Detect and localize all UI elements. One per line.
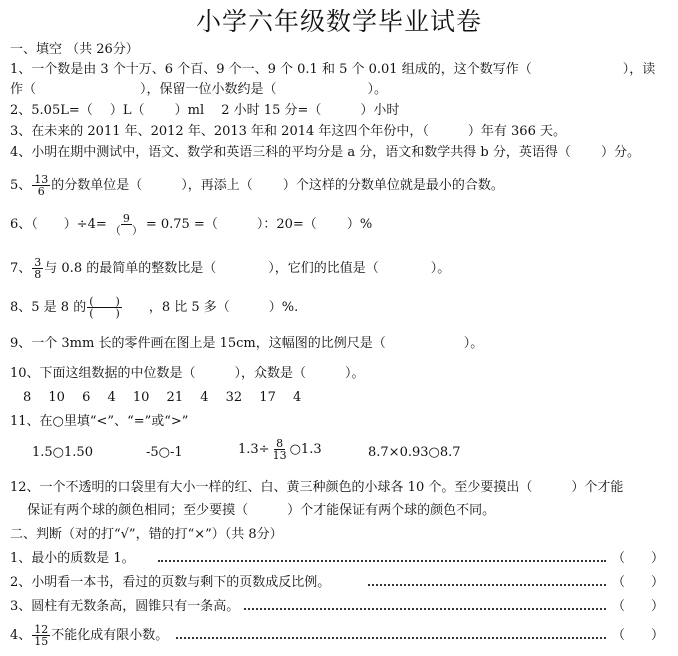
fraction-denominator: （ ） <box>109 224 143 237</box>
leader-dots <box>158 560 606 562</box>
question-5-text: 的分数单位是（ ），再添上（ ）个这样的分数单位就是最小的合数。 <box>51 178 504 193</box>
judgment-4-prefix: 4、 <box>10 628 32 643</box>
question-11-item-b: -5○-1 <box>146 445 183 460</box>
fraction-denominator: 8 <box>34 268 42 281</box>
question-5-fraction <box>32 174 50 197</box>
item-c-prefix: 1.3÷ <box>238 442 270 457</box>
question-7-text: 与 0.8 的最简单的整数比是（ ），它们的比值是（ ）。 <box>44 261 451 276</box>
question-6-prefix: 6、（ ）÷4= <box>10 217 107 232</box>
question-11-item-d: 8.7×0.93○8.7 <box>368 445 461 460</box>
fraction-numerator: 13 <box>34 173 49 186</box>
question-8-fraction <box>87 296 122 319</box>
answer-blank: （ ） <box>612 599 665 614</box>
answer-blank: （ ） <box>612 551 665 566</box>
question-2: 2、5.05L=（ ）L（ ）ml 2 小时 15 分=（ ）小时 <box>10 103 400 118</box>
fraction-numerator: 3 <box>34 256 42 269</box>
fraction-numerator: 8 <box>276 437 284 450</box>
question-9: 9、一个 3mm 长的零件画在图上是 15cm，这幅图的比例尺是（ ）。 <box>10 336 484 351</box>
question-10: 10、下面这组数据的中位数是（ ），众数是（ ）。 <box>10 366 365 381</box>
judgment-1: 1、最小的质数是 1。 <box>10 551 135 566</box>
fraction-denominator: ( ) <box>89 307 120 320</box>
question-8-text: ，8 比 5 多（ ）%. <box>122 300 299 315</box>
judgment-2: 2、小明看一本书，看过的页数与剩下的页数成反比例。 <box>10 575 331 590</box>
question-11-item-c <box>238 438 322 461</box>
question-6 <box>10 213 372 236</box>
judgment-4 <box>10 624 168 647</box>
judgment-4-text: 不能化成有限小数。 <box>51 628 169 643</box>
section-1-header: 一、填空 （共 26分） <box>10 42 139 57</box>
question-1-line-1: 1、一个数是由 3 个十万、6 个百、9 个一、9 个 0.1 和 5 个 0.01 组成的，这个数写作（ ），读 <box>10 62 656 77</box>
item-c-fraction <box>271 438 289 461</box>
question-4: 4、小明在期中测试中，语文、数学和英语三科的平均分是 a 分，语文和数学共得 b 分，英语得（ ）分。 <box>10 145 641 160</box>
question-6-text: = 0.75 =（ ）：20=（ ）% <box>145 217 373 232</box>
answer-blank: （ ） <box>612 628 665 643</box>
judgment-4-fraction <box>32 624 50 647</box>
question-11-item-a: 1.5○1.50 <box>32 445 93 460</box>
item-c-suffix: ○1.3 <box>289 442 322 457</box>
fraction-numerator: 9 <box>122 212 130 225</box>
question-1-line-2: 作（ ），保留一位小数约是（ ）。 <box>10 82 388 97</box>
question-5-prefix: 5、 <box>10 178 32 193</box>
leader-dots <box>368 584 606 586</box>
fraction-denominator: 13 <box>272 449 287 462</box>
question-3: 3、在未来的 2011 年、2012 年、2013 年和 2014 年这四个年份中，（ ）年有 366 天。 <box>10 124 566 139</box>
fraction-denominator: 6 <box>37 185 45 198</box>
fraction-numerator: 12 <box>34 623 49 636</box>
fraction-numerator: ( ) <box>89 295 120 308</box>
section-2-header: 二、判断（对的打“√”，错的打“×”）（共 8分） <box>10 527 283 542</box>
question-5 <box>10 174 504 197</box>
exam-title: 小学六年级数学毕业试卷 <box>195 7 482 36</box>
question-11: 11、在○里填“<”、“=”或“>” <box>10 414 189 429</box>
question-8-prefix: 8、5 是 8 的 <box>10 300 87 315</box>
question-7 <box>10 257 450 280</box>
question-12-line-1: 12、一个不透明的口袋里有大小一样的红、白、黄三种颜色的小球各 10 个。至少要摸出（ ）个才能 <box>10 480 624 495</box>
question-8 <box>10 296 298 319</box>
leader-dots <box>176 637 606 639</box>
question-7-prefix: 7、 <box>10 261 32 276</box>
judgment-3: 3、圆柱有无数条高，圆锥只有一条高。 <box>10 599 240 614</box>
question-10-data: 8 10 6 4 10 21 4 32 17 4 <box>10 390 302 405</box>
leader-dots <box>244 608 606 610</box>
question-6-fraction <box>108 213 145 236</box>
question-12-line-2: 保证有两个球的颜色相同；至少要摸（ ）个才能保证有两个球的颜色不同。 <box>10 503 496 518</box>
answer-blank: （ ） <box>612 575 665 590</box>
question-7-fraction <box>32 257 43 280</box>
fraction-denominator: 15 <box>34 635 49 648</box>
